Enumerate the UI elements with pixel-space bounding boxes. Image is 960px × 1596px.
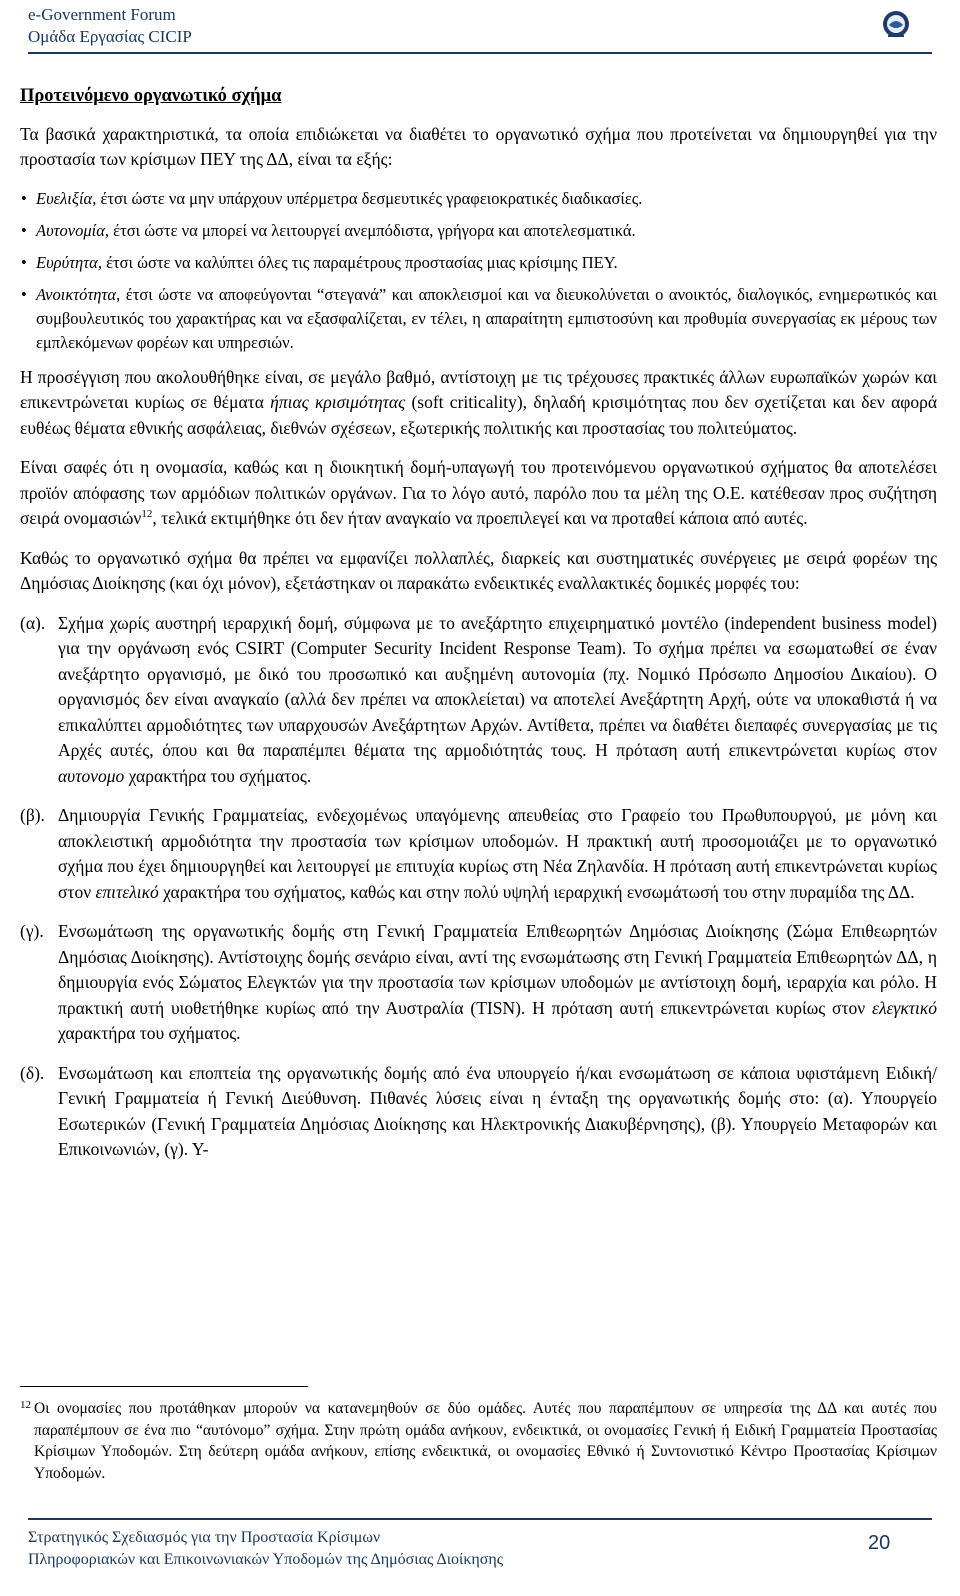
footer-title-line1: Στρατηγικός Σχεδιασμός για την Προστασία Κρίσιμων — [28, 1529, 381, 1546]
alternative-text — [58, 803, 937, 905]
alternative-emphasis: ελεγκτικό — [872, 997, 937, 1018]
bullet-text: , έτσι ώστε να καλύπτει όλες τις παραμέτρους προστασίας μιας κρίσιμης ΠΕΥ. — [97, 252, 618, 272]
header-working-group: Ομάδα Εργασίας CICIP — [28, 27, 192, 46]
list-item — [20, 251, 937, 275]
alternative-body-end: χαρακτήρα του σχήματος, καθώς και στην πολύ υψηλή ιεραρχική ενσωμάτωσή του στην πυραμίδα της ΔΔ. — [158, 881, 915, 902]
bullet-icon: • — [21, 220, 27, 240]
alternative-label: (β). — [20, 805, 45, 825]
characteristics-list — [20, 187, 937, 355]
page-footer — [28, 1527, 503, 1571]
approach-text: Η προσέγγιση που ακολουθήθηκε είναι, σε μεγάλο βαθμό, αντίστοιχη με τις τρέχουσες πρακτικές άλλων ευρωπαϊκών χωρών και επικεντρώνεται κυρίως σε θέματα — [20, 366, 937, 412]
alternative-text — [58, 611, 937, 790]
naming-text-end: , τελικά εκτιμήθηκε ότι δεν ήταν αναγκαίο να προεπιλεγεί και να προταθεί κάποια από αυτές. — [152, 508, 808, 528]
naming-paragraph — [20, 455, 937, 532]
alternative-body: Ενσωμάτωση και εποπτεία της οργανωτικής δομής από ένα υπουργείο ή/και ενσωμάτωση σε κάποια υφιστάμενη Ειδική/Γενική Γραμματεία ή Γενική Διεύθυνση. Πιθανές λύσεις είναι η ένταξη της οργανωτικής δομής στο: (α). Υπουργείο Εσωτερικών (Γενική Γραμματεία Δημόσιας Διοίκησης και Ηλεκτρονικής Διακυβέρνησης), (β). Υπουργείο Μεταφορών και Επικοινωνιών, (γ). Υ- — [58, 1062, 937, 1159]
page-number: 20 — [868, 1532, 891, 1554]
bullet-icon: • — [21, 252, 27, 272]
bullet-term: Αυτονομία — [36, 220, 105, 240]
section-title: Προτεινόμενο οργανωτικό σχήμα — [20, 86, 282, 106]
bullet-term: Ανοικτότητα — [36, 284, 117, 304]
page-header — [28, 4, 192, 48]
naming-text: Είναι σαφές ότι η ονομασία, καθώς και η διοικητική δομή-υπαγωγή του προτεινόμενου οργανωτικού σχήματος θα αποτελέσει προϊόν απόφασης των αρμόδιων πολιτικών οργάνων. Για το λόγο αυτό, παρόλο που τα μέλη της Ο.Ε. κατέθεσαν προς συζήτηση σειρά ονομασιών — [20, 457, 937, 528]
alternative-item — [20, 1061, 937, 1163]
bullet-term: Ευελιξία — [36, 188, 93, 208]
intro-paragraph: Τα βασικά χαρακτηριστικά, τα οποία επιδιώκεται να διαθέτει το οργανωτικό σχήμα που προτείνεται να δημιουργηθεί για την προστασία των κρίσιμων ΠΕΥ της ΔΔ, είναι τα εξής: — [20, 123, 937, 169]
alternative-item — [20, 611, 937, 790]
alternative-emphasis: επιτελικό — [95, 881, 159, 902]
footnote-separator — [20, 1386, 308, 1387]
alternative-text — [58, 1061, 937, 1163]
alternative-body: Σχήμα χωρίς αυστηρή ιεραρχική δομή, σύμφωνα με το ανεξάρτητο επιχειρηματικό μοντέλο (independent business model) για την οργάνωση ενός CSIRT (Computer Security Incident Response Team). Το σχήμα πρέπει να εσωματωθεί σε έναν ανεξάρτητο οργανισμό, με δικό του προσωπικό και αυξημένη αυτονομία (πχ. Νομικό Πρόσωπο Δημοσίου Δικαίου). Ο οργανισμός δεν είναι αναγκαίο (αλλά δεν πρέπει να αποκλείεται) να αποτελεί Ανεξάρτητη Αρχή, ούτε να υποκαθιστά ή να επικαλύπτει αρμοδιότητες των υπαρχουσών Ανεξάρτητων Αρχών. Αντίθετα, πρέπει να διαθέτει διεπαφές συνεργασίας με τις Αρχές αυτές, όπου και θα παραπέμπει θέματα της αρμοδιότητάς τους. Η πρόταση αυτή επικεντρώνεται κυρίως στον — [58, 612, 937, 760]
footnote-text: Οι ονομασίες που προτάθηκαν μπορούν να κατανεμηθούν σε δύο ομάδες. Αυτές που παραπέμπουν σε υπηρεσία της ΔΔ και αυτές που παραπέμπουν σε ένα πιο “αυτόνομο” σχήμα. Στην πρώτη ομάδα ανήκουν, ενδεικτικά, οι ονομασίες Γενική ή Ειδική Γραμματεία Προστασίας Κρίσιμων Υποδομών. Στη δεύτερη ομάδα ανήκουν, επίσης ενδεικτικά, οι ονομασίες Εθνικό ή Συντονιστικό Κέντρο Προστασίας Κρίσιμων Υποδομών. — [34, 1400, 937, 1482]
list-item — [20, 283, 937, 355]
header-forum-name: e-Government Forum — [28, 5, 176, 24]
footer-divider — [28, 1518, 932, 1520]
list-item — [20, 219, 937, 243]
bullet-icon: • — [21, 284, 27, 304]
bullet-text: , έτσι ώστε να αποφεύγονται “στεγανά” και αποκλεισμοί και να διευκολύνεται ο ανοικτός, διαλογικός, ενημερωτικός και συμβουλευτικός του χαρακτήρας και να εξασφαλίζεται, εν τέλει, η απαραίτητη εμπιστοσύνη και προθυμία συνεργασίας εκ μέρους των εμπλεκόμενων φορέων και υπηρεσιών. — [36, 284, 937, 352]
approach-text-end: (soft criticality), δηλαδή κρισιμότητας που δεν σχετίζεται και δεν αφορά ευθέως θέματα εθνικής ασφάλειας, διεθνών σχέσεων, εξωτερικής πολιτικής και προστασίας του πολιτεύματος. — [20, 392, 937, 438]
alternative-text — [58, 919, 937, 1047]
approach-emphasis: ήπιας κρισιμότητας — [270, 392, 406, 412]
header-divider — [28, 52, 932, 54]
bullet-term: Ευρύτητα — [36, 252, 98, 272]
alternative-item — [20, 919, 937, 1047]
footnote-number: 12 — [20, 1399, 31, 1411]
forum-seal-icon — [880, 8, 912, 40]
alternative-label: (α). — [20, 612, 46, 633]
bullet-text: , έτσι ώστε να μπορεί να λειτουργεί ανεμπόδιστα, γρήγορα και αποτελεσματικά. — [104, 220, 636, 240]
document-body — [20, 84, 937, 1177]
alternative-body: Ενσωμάτωση της οργανωτικής δομής στη Γενική Γραμματεία Επιθεωρητών Δημόσιας Διοίκησης (Σώμα Επιθεωρητών Δημόσιας Διοίκησης). Αντίστοιχης δομής σενάριο είναι, αντί της ενσωμάτωσης στη Γενική Γραμματεία Επιθεωρητών ΔΔ, η δημιουργία ενός Σώματος Ελεγκτών για την προστασία των κρίσιμων υποδομών με αντίστοιχη δομή, ιεραρχία και ρόλο. Η πρακτική αυτή υιοθετήθηκε κυρίως από την Αυστραλία (TISN). Η πρόταση αυτή επικεντρώνεται κυρίως στον — [58, 921, 937, 1018]
alternative-item — [20, 803, 937, 905]
footer-title-line2: Πληροφοριακών και Επικοινωνιακών Υποδομών της Δημόσιας Διοίκησης — [28, 1551, 504, 1568]
alternative-label: (δ). — [20, 1062, 45, 1083]
bullet-text: , έτσι ώστε να μην υπάρχουν υπέρμετρα δεσμευτικές γραφειοκρατικές διαδικασίες. — [92, 188, 643, 208]
approach-paragraph — [20, 365, 937, 442]
footnote-reference-link[interactable]: 12 — [141, 508, 153, 521]
alternative-body-end: χαρακτήρα του σχήματος. — [124, 765, 312, 786]
footnote — [20, 1398, 937, 1484]
alternative-label: (γ). — [20, 921, 44, 941]
bullet-icon: • — [21, 188, 27, 208]
list-item — [20, 187, 937, 211]
alternative-body-end: χαρακτήρα του σχήματος. — [58, 1023, 241, 1043]
alternatives-paragraph: Καθώς το οργανωτικό σχήμα θα πρέπει να εμφανίζει πολλαπλές, διαρκείς και συστηματικές συνέργειες με σειρά φορέων της Δημόσιας Διοίκησης (και όχι μόνον), εξετάστηκαν οι παρακάτω ενδεικτικές εναλλακτικές δομικές μορφές του: — [20, 547, 937, 593]
alternative-body: Δημιουργία Γενικής Γραμματείας, ενδεχομένως υπαγόμενης απευθείας στο Γραφείο του Πρωθυπουργού, με μόνη και αποκλειστική αρμοδιότητα την προστασία των κρίσιμων υποδομών. Η πρακτική αυτή προσομοιάζει με το οργανωτικό σχήμα που έχει δημιουργηθεί και λειτουργεί με επιτυχία κυρίως στη Νέα Ζηλανδία. Η πρόταση αυτή επικεντρώνεται κυρίως στον — [58, 805, 937, 902]
alternative-emphasis: αυτονομο — [58, 765, 125, 786]
